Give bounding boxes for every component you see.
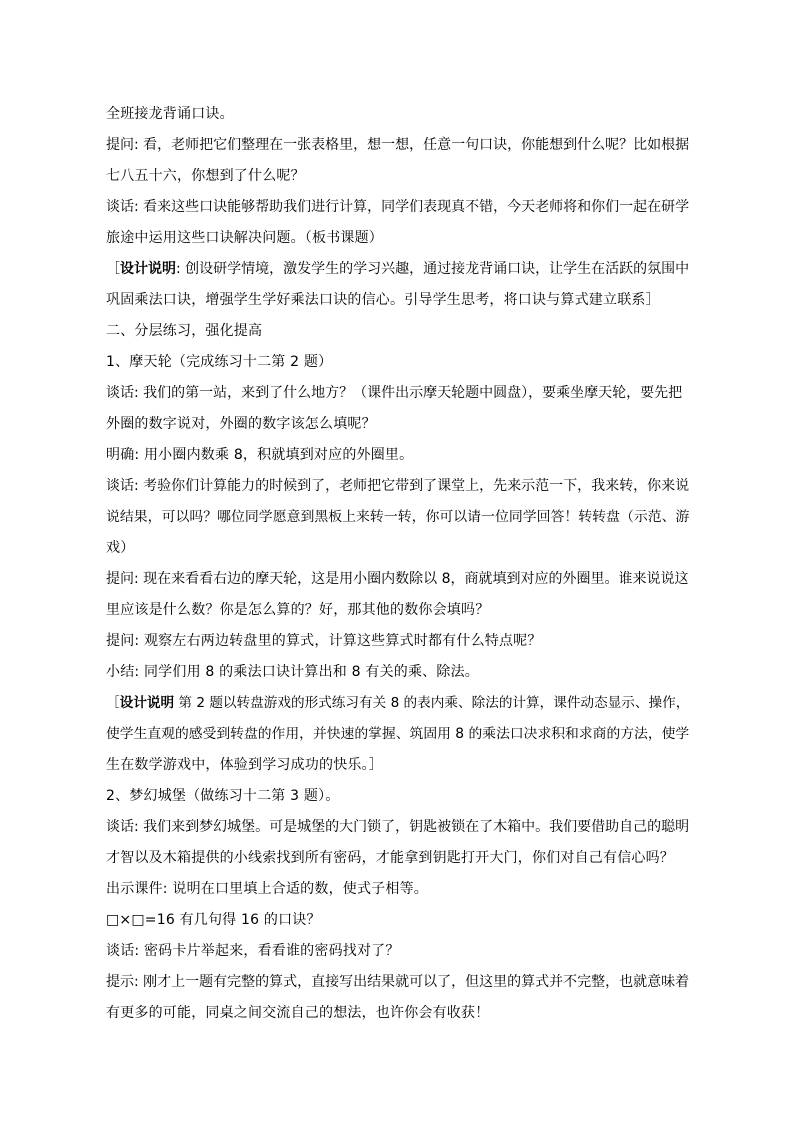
text-line: 巩固乘法口诀，增强学生学好乘法口诀的信心。引导学生思考，将口诀与算式建立联系］ (106, 292, 660, 308)
text-line (106, 259, 690, 279)
text-line: 说结果，可以吗？哪位同学愿意到黑板上来转一转，你可以请一位同学回答！转转盘（示范、游 (106, 509, 690, 525)
text-line (106, 693, 690, 713)
text-line: 谈话: 密码卡片举起来，看看谁的密码找对了？ (106, 943, 400, 959)
text-line: 才智以及木箱提供的小线索找到所有密码，才能拿到钥匙打开大门，你们对自己有信心吗？ (106, 850, 674, 866)
text-line: 提问: 现在来看看右边的摩天轮，这是用小圈内数除以 8，商就填到对应的外圈里。谁来说说这 (106, 571, 689, 587)
text-line: 二、分层练习，强化提高 (106, 323, 263, 339)
bracket-open: ［ (106, 261, 120, 277)
design-note-label: 设计说明 (119, 695, 175, 711)
text-line: 谈话: 看来这些口诀能够帮助我们进行计算，同学们表现真不错，今天老师将和你们一起在研学 (106, 199, 690, 215)
bracket-open: ［ (106, 695, 120, 711)
text-line: 生在数学游戏中，体验到学习成功的快乐。］ (106, 757, 383, 773)
design-note-label: 设计说明 (120, 261, 176, 277)
text-line: 出示课件: 说明在口里填上合适的数，使式子相等。 (106, 881, 428, 897)
design-note-text: : 创设研学情境，激发学生的学习兴趣，通过接龙背诵口诀，让学生在活跃的氛围中 (176, 261, 690, 277)
text-line: 里应该是什么数？你是怎么算的？好，那其他的数你会填吗？ (106, 602, 490, 618)
text-line: 旅途中运用这些口诀解决问题。（板书课题） (106, 230, 383, 246)
text-line: □×□=16 有几句得 16 的口诀？ (106, 912, 321, 928)
text-line: 1、摩天轮（完成练习十二第 2 题） (106, 354, 333, 370)
text-line: 提问: 看，老师把它们整理在一张表格里，想一想，任意一句口诀，你能想到什么呢？比如根据 (106, 137, 690, 153)
text-line: 小结: 同学们用 8 的乘法口诀计算出和 8 有关的乘、除法。 (106, 664, 479, 680)
text-line: 提示: 刚才上一题有完整的算式，直接写出结果就可以了，但这里的算式并不完整，也就意味着 (106, 974, 690, 990)
text-line: 提问: 观察左右两边转盘里的算式，计算这些算式时都有什么特点呢？ (106, 633, 542, 649)
text-line: 2、梦幻城堡（做练习十二第 3 题）。 (106, 788, 340, 804)
text-line: 外圈的数字说对，外圈的数字该怎么填呢？ (106, 416, 376, 432)
text-line: 谈话: 考验你们计算能力的时候到了，老师把它带到了课堂上，先来示范一下，我来转，你来说 (106, 478, 690, 494)
text-line: 戏） (106, 540, 135, 556)
text-line: 全班接龙背诵口诀。 (106, 106, 234, 122)
text-line: 使学生直观的感受到转盘的作用，并快速的掌握、筑固用 8 的乘法口决求积和求商的方法，使学 (106, 726, 690, 742)
text-line: 七八五十六，你想到了什么呢？ (106, 168, 305, 184)
design-note-text: 第 2 题以转盘游戏的形式练习有关 8 的表内乘、除法的计算，课件动态显示、操作， (174, 695, 690, 711)
text-line: 有更多的可能，同桌之间交流自己的想法，也许你会有收获！ (106, 1005, 490, 1021)
text-line: 谈话: 我们的第一站，来到了什么地方？（课件出示摩天轮题中圆盘），要乘坐摩天轮，要先把 (106, 385, 683, 401)
text-line: 谈话: 我们来到梦幻城堡。可是城堡的大门锁了，钥匙被锁在了木箱中。我们要借助自己的聪明 (106, 819, 690, 835)
text-line: 明确: 用小圈内数乘 8，积就填到对应的外圈里。 (106, 447, 414, 463)
